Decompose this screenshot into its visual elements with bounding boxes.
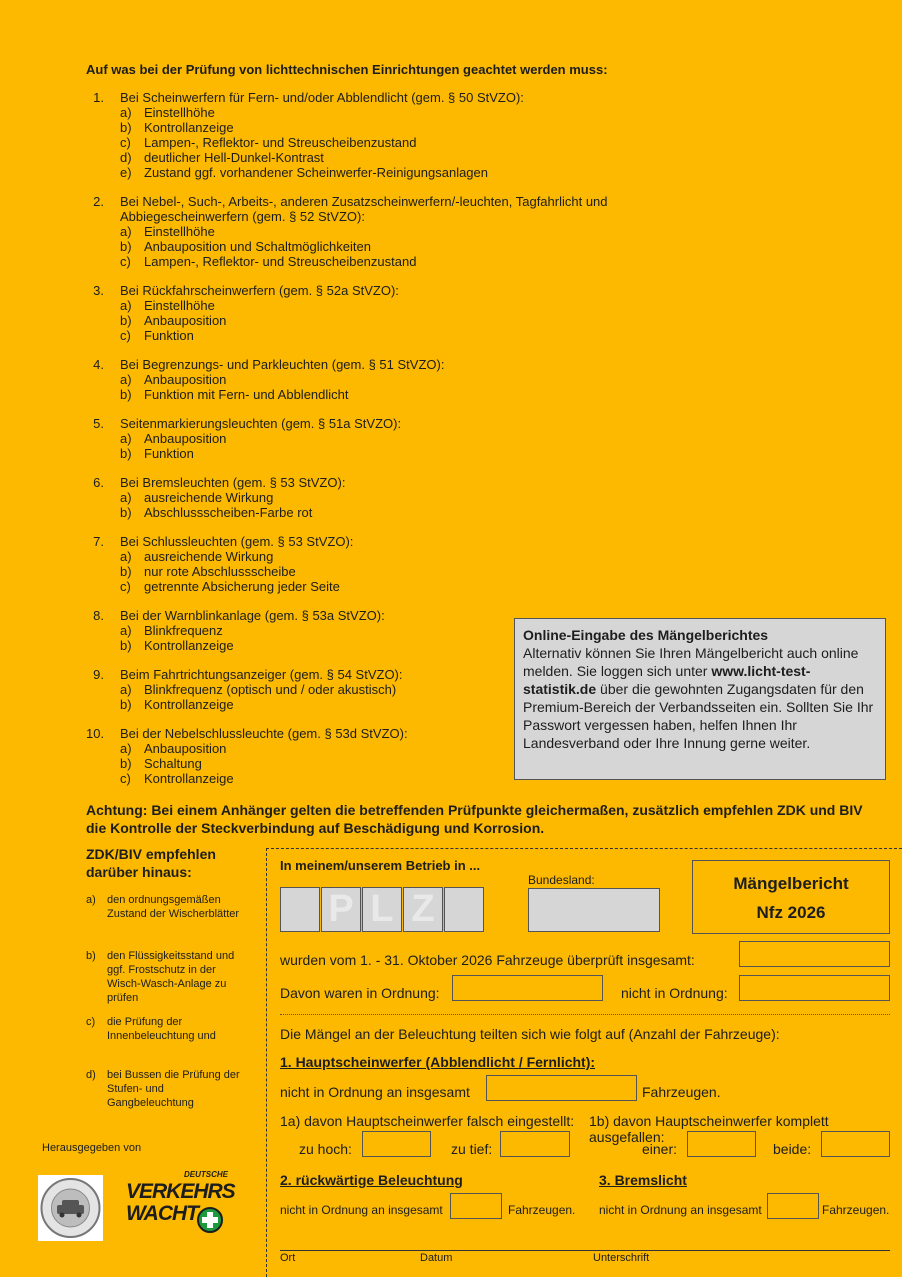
checklist-item — [86, 416, 676, 461]
report-subtitle: Nfz 2026 — [756, 903, 826, 922]
verkehrswacht-logo — [126, 1170, 235, 1236]
checklist-subitem-text: Einstellhöhe — [144, 105, 215, 120]
checklist-subitem-letter: e) — [120, 165, 132, 180]
checklist-subitem-letter: b) — [120, 505, 132, 520]
section3-total-label: nicht in Ordnung an insgesamt — [599, 1203, 762, 1217]
checklist-subitem-text: Kontrollanzeige — [144, 638, 234, 653]
cut-line-horizontal — [266, 848, 902, 849]
signature-line — [280, 1250, 890, 1251]
section2-total-label: nicht in Ordnung an insgesamt — [280, 1203, 443, 1217]
online-text-2: über die gewohnten Zugangsdaten für den Premium-Bereich der Verbandsseiten ein. Sollten Sie Ihr Passwort vergessen haben, helfen Ihnen Ihr Landesverband oder Ihre Innung gerne weiter. — [523, 681, 874, 751]
zdk-item-text: die Prüfung der Innenbeleuchtung und — [107, 1016, 216, 1042]
checklist-item-title: Bei Scheinwerfern für Fern- und/oder Abblendlicht (gem. § 50 StVZO): — [120, 90, 524, 105]
place-label: Ort — [280, 1252, 296, 1264]
checklist-subitem-text: Anbauposition — [144, 431, 227, 446]
dotted-divider — [280, 1014, 890, 1015]
too-low-field[interactable] — [500, 1131, 570, 1157]
checklist-subitem — [120, 372, 676, 387]
checklist-subitem — [120, 387, 676, 402]
ok-label: Davon waren in Ordnung: — [280, 985, 440, 1001]
checklist-subitem-text: Kontrollanzeige — [144, 771, 234, 786]
checklist-subitem-text: Schaltung — [144, 756, 202, 771]
both-field[interactable] — [821, 1131, 890, 1157]
checklist-subitem-text: Lampen-, Reflektor- und Streuscheibenzustand — [144, 254, 417, 269]
ok-field[interactable] — [452, 975, 603, 1001]
section1-total-field[interactable] — [486, 1075, 637, 1101]
section2-title: 2. rückwärtige Beleuchtung — [280, 1172, 463, 1188]
checklist-subitem-letter: a) — [120, 105, 132, 120]
zdk-item-letter: c) — [86, 1016, 96, 1028]
checklist-item — [86, 475, 676, 520]
checklist-subitem-text: Lampen-, Reflektor- und Streuscheibenzustand — [144, 135, 417, 150]
logo2-small-text: DEUTSCHE — [183, 1170, 228, 1179]
online-text-1: Alternativ können Sie Ihren Mängelbericht auch online melden. Sie loggen sich unter — [523, 645, 859, 679]
zdk-recommendation-item — [86, 949, 246, 1005]
zdk-item-letter: b) — [86, 950, 96, 962]
section3-vehicles-label: Fahrzeugen. — [822, 1203, 890, 1217]
too-high-field[interactable] — [362, 1131, 431, 1157]
checklist-subitem — [120, 490, 676, 505]
bundesland-label: Bundesland: — [528, 873, 595, 887]
checklist-subitem — [120, 328, 676, 343]
checklist-subitem-text: Kontrollanzeige — [144, 697, 234, 712]
plz-digit-5[interactable] — [444, 887, 484, 932]
checklist-subitem-text: Anbauposition — [144, 741, 227, 756]
checklist-item — [86, 90, 676, 180]
checklist-subitem-letter: a) — [120, 372, 132, 387]
checklist-subitem — [120, 135, 676, 150]
checklist-subitem-letter: c) — [120, 254, 131, 269]
checklist-subitem-text: deutlicher Hell-Dunkel-Kontrast — [144, 150, 324, 165]
online-info-box — [514, 618, 886, 780]
checklist-subitem-letter: c) — [120, 579, 131, 594]
checklist-subitem-text: Funktion mit Fern- und Abblendlicht — [144, 387, 349, 402]
plz-input[interactable] — [280, 887, 484, 932]
plz-digit-2[interactable]: P — [321, 887, 361, 932]
section3-title: 3. Bremslicht — [599, 1172, 687, 1188]
checklist-item-number: 7. — [93, 534, 104, 549]
checklist-subitem — [120, 564, 676, 579]
betrieb-label: In meinem/unserem Betrieb in ... — [280, 858, 481, 873]
checklist-subitem-letter: b) — [120, 239, 132, 254]
one-field[interactable] — [687, 1131, 756, 1157]
checklist-subitem-text: Blinkfrequenz — [144, 623, 223, 638]
checklist-item — [86, 534, 676, 594]
checklist-item-title: Beim Fahrtrichtungsanzeiger (gem. § 54 StVZO): — [120, 667, 403, 682]
checklist-subitem-text: Abschlussscheiben-Farbe rot — [144, 505, 313, 520]
checklist-item-title: Bei Nebel-, Such-, Arbeits-, anderen Zusatzscheinwerfern/-leuchten, Tagfahrlicht und Abbiegescheinwerfern (gem. § 52 StVZO): — [120, 194, 608, 224]
section1a-label: 1a) davon Hauptscheinwerfer falsch eingestellt: — [280, 1113, 575, 1129]
zdk-recommendation-item — [86, 1068, 246, 1110]
kfz-gewerbe-logo — [38, 1175, 103, 1241]
checklist-subitem — [120, 105, 676, 120]
zdk-recommendation-item — [86, 1015, 246, 1043]
zdk-recommendation-item — [86, 893, 246, 921]
checklist-subitem-letter: a) — [120, 549, 132, 564]
section2-total-field[interactable] — [450, 1193, 502, 1219]
checklist-subitem-letter: a) — [120, 224, 132, 239]
too-low-label: zu tief: — [451, 1141, 493, 1157]
checklist-subitem — [120, 431, 676, 446]
section1-title: 1. Hauptscheinwerfer (Abblendlicht / Fernlicht): — [280, 1054, 596, 1070]
checklist-subitem-letter: a) — [120, 682, 132, 697]
checklist-subitem-letter: a) — [120, 623, 132, 638]
checklist-subitem-letter: c) — [120, 328, 131, 343]
checklist-item-title: Bei Begrenzungs- und Parkleuchten (gem. § 51 StVZO): — [120, 357, 445, 372]
checklist-subitem-letter: b) — [120, 564, 132, 579]
checklist-item-title: Bei Rückfahrscheinwerfern (gem. § 52a StVZO): — [120, 283, 399, 298]
publisher-label: Herausgegeben von — [42, 1142, 142, 1154]
checklist-subitem-text: Einstellhöhe — [144, 224, 215, 239]
report-title: Mängelbericht — [733, 874, 849, 893]
checklist-subitem-text: Anbauposition und Schaltmöglichkeiten — [144, 239, 371, 254]
checklist-item-number: 9. — [93, 667, 104, 682]
checklist-item-title: Bei Bremsleuchten (gem. § 53 StVZO): — [120, 475, 346, 490]
online-title: Online-Eingabe des Mängelberichtes — [523, 627, 769, 643]
checklist-subitem-text: Zustand ggf. vorhandener Scheinwerfer-Reinigungsanlagen — [144, 165, 488, 180]
checklist-subitem — [120, 224, 676, 239]
logo2-line2: VERKEHRS — [126, 1180, 235, 1203]
checklist-item-number: 3. — [93, 283, 104, 298]
checklist-subitem — [120, 505, 676, 520]
zdk-item-letter: d) — [86, 1069, 96, 1081]
checklist-subitem-letter: a) — [120, 298, 132, 313]
notok-label: nicht in Ordnung: — [621, 985, 728, 1001]
checklist-subitem-letter: a) — [120, 741, 132, 756]
checklist-subitem-letter: b) — [120, 638, 132, 653]
checklist-subitem — [120, 298, 676, 313]
checklist-subitem-letter: b) — [120, 446, 132, 461]
too-high-label: zu hoch: — [299, 1141, 352, 1157]
checklist-subitem — [120, 165, 676, 180]
checklist-subitem — [120, 254, 676, 269]
bundesland-field[interactable] — [528, 888, 660, 932]
checklist-item-number: 2. — [93, 194, 104, 209]
section2-vehicles-label: Fahrzeugen. — [508, 1203, 576, 1217]
zdk-item-text: den Flüssigkeitsstand und ggf. Frostschutz in der Wisch-Wasch-Anlage zu prüfen — [107, 950, 235, 1004]
checklist-subitem-letter: a) — [120, 490, 132, 505]
checklist-subitem — [120, 120, 676, 135]
zdk-item-text: bei Bussen die Prüfung der Stufen- und Gangbeleuchtung — [107, 1069, 240, 1109]
trailer-notice: Achtung: Bei einem Anhänger gelten die betreffenden Prüfpunkte gleichermaßen, zusätzlich empfehlen ZDK und BIV die Kontrolle der Steckverbindung auf Beschädigung und Korrosion. — [86, 802, 863, 836]
checklist-subitem-text: getrennte Absicherung jeder Seite — [144, 579, 340, 594]
page-heading: Auf was bei der Prüfung von lichttechnischen Einrichtungen geachtet werden muss: — [86, 62, 608, 77]
date-label: Datum — [420, 1252, 453, 1264]
checklist-subitem-text: ausreichende Wirkung — [144, 490, 274, 505]
section1-total-label: nicht in Ordnung an insgesamt — [280, 1084, 470, 1100]
zdk-recommendation-title: ZDK/BIV empfehlen darüber hinaus: — [86, 846, 216, 880]
checklist-subitem-letter: b) — [120, 756, 132, 771]
checklist-subitem-letter: b) — [120, 387, 132, 402]
checklist-subitem — [120, 549, 676, 564]
logo2-line3: WACHT — [126, 1202, 198, 1225]
section1b-label: 1b) davon Hauptscheinwerfer komplett ausgefallen: — [589, 1113, 829, 1145]
checklist-subitem-text: nur rote Abschlussscheibe — [144, 564, 296, 579]
checklist-item — [86, 283, 676, 343]
defects-label: Die Mängel an der Beleuchtung teilten sich wie folgt auf (Anzahl der Fahrzeuge): — [280, 1026, 780, 1042]
online-url-link[interactable]: www.licht-test-statistik.de — [523, 663, 811, 697]
checklist-item-title: Bei der Nebelschlussleuchte (gem. § 53d StVZO): — [120, 726, 408, 741]
plz-digit-3[interactable]: L — [362, 887, 402, 932]
checklist-subitem-letter: b) — [120, 120, 132, 135]
checklist-subitem-letter: b) — [120, 313, 132, 328]
signature-label: Unterschrift — [593, 1252, 650, 1264]
checklist-item-title: Bei der Warnblinkanlage (gem. § 53a StVZO): — [120, 608, 385, 623]
checked-total-label: wurden vom 1. - 31. Oktober 2026 Fahrzeuge überprüft insgesamt: — [280, 952, 695, 968]
checklist-subitem-text: Funktion — [144, 446, 194, 461]
both-label: beide: — [773, 1141, 812, 1157]
section3-total-field[interactable] — [767, 1193, 819, 1219]
checklist-item-number: 5. — [93, 416, 104, 431]
checklist-item-title: Bei Schlussleuchten (gem. § 53 StVZO): — [120, 534, 354, 549]
checklist-item-number: 4. — [93, 357, 104, 372]
checklist-subitem — [120, 313, 676, 328]
checklist-subitem — [120, 446, 676, 461]
zdk-item-text: den ordnungsgemäßen Zustand der Wischerblätter — [107, 894, 240, 920]
checklist-subitem-text: Kontrollanzeige — [144, 120, 234, 135]
checked-total-field[interactable] — [739, 941, 890, 967]
checklist-subitem-letter: c) — [120, 771, 131, 786]
cut-line-vertical — [266, 848, 267, 1277]
section1-vehicles-label: Fahrzeugen. — [642, 1084, 721, 1100]
plz-digit-4[interactable]: Z — [403, 887, 443, 932]
checklist-subitem — [120, 579, 676, 594]
checklist-subitem-letter: a) — [120, 431, 132, 446]
checklist-subitem-text: Anbauposition — [144, 372, 227, 387]
checklist-item-number: 1. — [93, 90, 104, 105]
notok-field[interactable] — [739, 975, 890, 1001]
checklist-subitem-text: Funktion — [144, 328, 194, 343]
checklist-subitem-letter: d) — [120, 150, 132, 165]
checklist-subitem-text: Blinkfrequenz (optisch und / oder akustisch) — [144, 682, 397, 697]
checklist-item — [86, 194, 676, 269]
checklist-subitem-letter: b) — [120, 697, 132, 712]
checklist-item-number: 6. — [93, 475, 104, 490]
checklist-subitem-text: Anbauposition — [144, 313, 227, 328]
plz-digit-1[interactable] — [280, 887, 320, 932]
checklist-item-title: Seitenmarkierungsleuchten (gem. § 51a StVZO): — [120, 416, 402, 431]
one-label: einer: — [642, 1141, 678, 1157]
checklist-item-number: 10. — [86, 726, 105, 741]
checklist-subitem-text: Einstellhöhe — [144, 298, 215, 313]
report-title-box — [692, 860, 890, 934]
zdk-item-letter: a) — [86, 894, 96, 906]
checklist-item — [86, 357, 676, 402]
green-cross-icon — [196, 1206, 224, 1234]
checklist-subitem-letter: c) — [120, 135, 131, 150]
checklist-item-number: 8. — [93, 608, 104, 623]
checklist-subitem — [120, 150, 676, 165]
checklist-subitem — [120, 239, 676, 254]
checklist-subitem-text: ausreichende Wirkung — [144, 549, 274, 564]
